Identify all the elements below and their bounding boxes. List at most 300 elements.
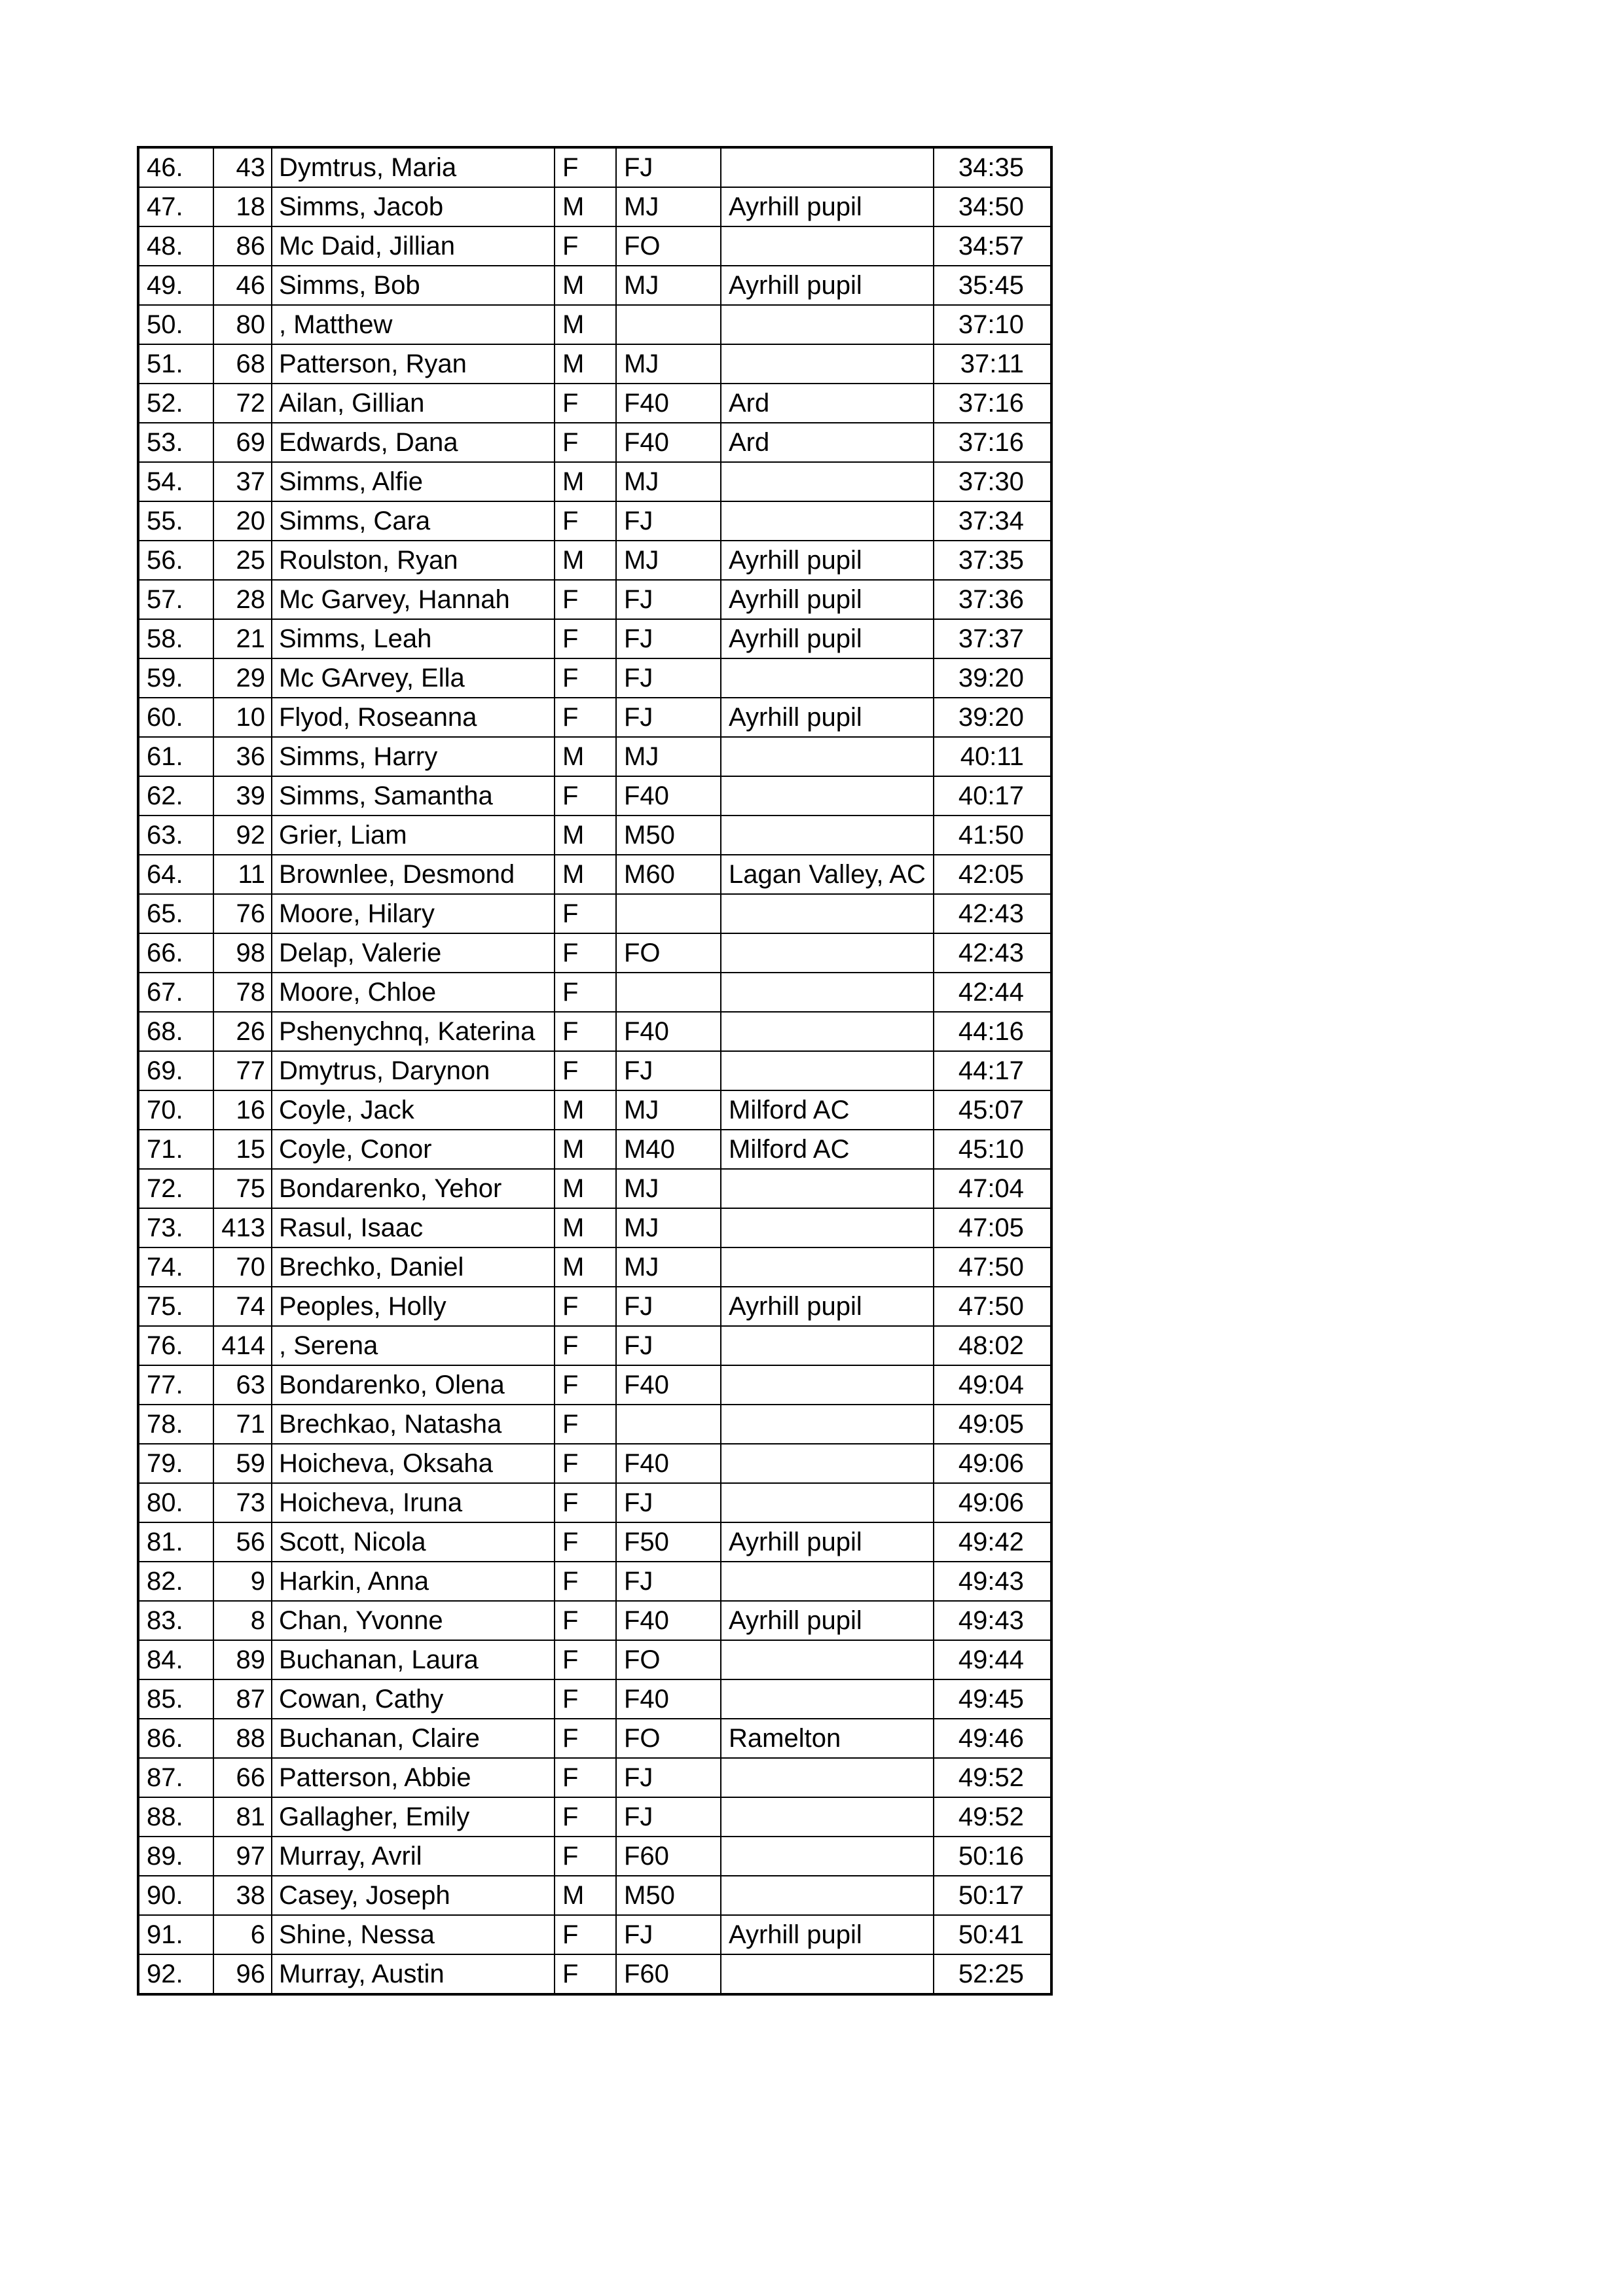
position-cell: 86.: [138, 1719, 213, 1758]
category-cell: FJ: [616, 1483, 721, 1522]
position-cell: 46.: [138, 147, 213, 187]
finish-time-cell: 34:57: [934, 226, 1051, 266]
finish-time-cell: 42:05: [934, 855, 1051, 894]
position-cell: 66.: [138, 933, 213, 973]
table-row: [138, 187, 1051, 226]
table-row: [138, 1051, 1051, 1090]
runner-name-cell: Simms, Leah: [272, 619, 555, 658]
finish-time-cell: 49:04: [934, 1365, 1051, 1405]
bib-number-cell: 59: [213, 1444, 272, 1483]
category-cell: MJ: [616, 1208, 721, 1247]
runner-name-cell: Scott, Nicola: [272, 1522, 555, 1562]
club-cell: [721, 658, 934, 698]
runner-name-cell: Bondarenko, Olena: [272, 1365, 555, 1405]
runner-name-cell: Ailan, Gillian: [272, 384, 555, 423]
club-cell: [721, 1876, 934, 1915]
bib-number-cell: 72: [213, 384, 272, 423]
bib-number-cell: 98: [213, 933, 272, 973]
category-cell: F40: [616, 776, 721, 816]
table-row: [138, 1169, 1051, 1208]
bib-number-cell: 71: [213, 1405, 272, 1444]
table-row: [138, 1562, 1051, 1601]
position-cell: 90.: [138, 1876, 213, 1915]
position-cell: 91.: [138, 1915, 213, 1954]
runner-name-cell: Roulston, Ryan: [272, 541, 555, 580]
category-cell: FJ: [616, 1915, 721, 1954]
runner-name-cell: Pshenychnq, Katerina: [272, 1012, 555, 1051]
finish-time-cell: 40:17: [934, 776, 1051, 816]
bib-number-cell: 56: [213, 1522, 272, 1562]
category-cell: FJ: [616, 1758, 721, 1797]
category-cell: FJ: [616, 619, 721, 658]
position-cell: 82.: [138, 1562, 213, 1601]
category-cell: FO: [616, 933, 721, 973]
finish-time-cell: 42:43: [934, 894, 1051, 933]
bib-number-cell: 96: [213, 1954, 272, 1994]
category-cell: FO: [616, 226, 721, 266]
sex-cell: M: [555, 305, 616, 344]
table-row: [138, 423, 1051, 462]
table-row: [138, 1719, 1051, 1758]
finish-time-cell: 34:35: [934, 147, 1051, 187]
club-cell: Milford AC: [721, 1130, 934, 1169]
table-row: [138, 1837, 1051, 1876]
club-cell: Ard: [721, 384, 934, 423]
table-row: [138, 1326, 1051, 1365]
table-row: [138, 541, 1051, 580]
bib-number-cell: 77: [213, 1051, 272, 1090]
category-cell: F40: [616, 1679, 721, 1719]
position-cell: 54.: [138, 462, 213, 501]
sex-cell: F: [555, 1562, 616, 1601]
club-cell: [721, 1758, 934, 1797]
bib-number-cell: 81: [213, 1797, 272, 1837]
bib-number-cell: 92: [213, 816, 272, 855]
club-cell: [721, 1954, 934, 1994]
position-cell: 73.: [138, 1208, 213, 1247]
club-cell: Ayrhill pupil: [721, 187, 934, 226]
finish-time-cell: 49:46: [934, 1719, 1051, 1758]
bib-number-cell: 26: [213, 1012, 272, 1051]
position-cell: 88.: [138, 1797, 213, 1837]
bib-number-cell: 97: [213, 1837, 272, 1876]
runner-name-cell: Shine, Nessa: [272, 1915, 555, 1954]
position-cell: 47.: [138, 187, 213, 226]
club-cell: Ayrhill pupil: [721, 1522, 934, 1562]
bib-number-cell: 69: [213, 423, 272, 462]
sex-cell: F: [555, 1326, 616, 1365]
table-row: [138, 933, 1051, 973]
runner-name-cell: Chan, Yvonne: [272, 1601, 555, 1640]
table-row: [138, 1444, 1051, 1483]
club-cell: [721, 1169, 934, 1208]
category-cell: F40: [616, 384, 721, 423]
finish-time-cell: 49:44: [934, 1640, 1051, 1679]
finish-time-cell: 37:16: [934, 384, 1051, 423]
club-cell: Lagan Valley, AC: [721, 855, 934, 894]
club-cell: [721, 344, 934, 384]
position-cell: 76.: [138, 1326, 213, 1365]
position-cell: 53.: [138, 423, 213, 462]
category-cell: FJ: [616, 1051, 721, 1090]
table-row: [138, 816, 1051, 855]
club-cell: [721, 816, 934, 855]
category-cell: F50: [616, 1522, 721, 1562]
runner-name-cell: , Matthew: [272, 305, 555, 344]
category-cell: M50: [616, 816, 721, 855]
finish-time-cell: 49:52: [934, 1758, 1051, 1797]
category-cell: F40: [616, 1601, 721, 1640]
finish-time-cell: 47:04: [934, 1169, 1051, 1208]
table-row: [138, 147, 1051, 187]
category-cell: MJ: [616, 1169, 721, 1208]
bib-number-cell: 74: [213, 1287, 272, 1326]
finish-time-cell: 39:20: [934, 658, 1051, 698]
position-cell: 67.: [138, 973, 213, 1012]
club-cell: [721, 147, 934, 187]
table-row: [138, 698, 1051, 737]
club-cell: [721, 1640, 934, 1679]
category-cell: FO: [616, 1640, 721, 1679]
category-cell: F60: [616, 1837, 721, 1876]
category-cell: FJ: [616, 1797, 721, 1837]
finish-time-cell: 50:17: [934, 1876, 1051, 1915]
bib-number-cell: 68: [213, 344, 272, 384]
sex-cell: M: [555, 855, 616, 894]
position-cell: 55.: [138, 501, 213, 541]
position-cell: 74.: [138, 1247, 213, 1287]
sex-cell: F: [555, 1483, 616, 1522]
position-cell: 68.: [138, 1012, 213, 1051]
finish-time-cell: 37:11: [934, 344, 1051, 384]
table-row: [138, 1876, 1051, 1915]
sex-cell: F: [555, 973, 616, 1012]
runner-name-cell: Hoicheva, Iruna: [272, 1483, 555, 1522]
runner-name-cell: Simms, Cara: [272, 501, 555, 541]
bib-number-cell: 25: [213, 541, 272, 580]
position-cell: 70.: [138, 1090, 213, 1130]
table-row: [138, 1679, 1051, 1719]
sex-cell: M: [555, 816, 616, 855]
table-row: [138, 1247, 1051, 1287]
runner-name-cell: Mc GArvey, Ella: [272, 658, 555, 698]
bib-number-cell: 75: [213, 1169, 272, 1208]
table-row: [138, 737, 1051, 776]
finish-time-cell: 34:50: [934, 187, 1051, 226]
table-row: [138, 266, 1051, 305]
bib-number-cell: 63: [213, 1365, 272, 1405]
runner-name-cell: Buchanan, Laura: [272, 1640, 555, 1679]
finish-time-cell: 41:50: [934, 816, 1051, 855]
club-cell: [721, 1051, 934, 1090]
runner-name-cell: Cowan, Cathy: [272, 1679, 555, 1719]
category-cell: F40: [616, 1365, 721, 1405]
bib-number-cell: 70: [213, 1247, 272, 1287]
position-cell: 87.: [138, 1758, 213, 1797]
category-cell: F40: [616, 423, 721, 462]
position-cell: 79.: [138, 1444, 213, 1483]
club-cell: [721, 776, 934, 816]
category-cell: FJ: [616, 1326, 721, 1365]
runner-name-cell: Buchanan, Claire: [272, 1719, 555, 1758]
position-cell: 83.: [138, 1601, 213, 1640]
position-cell: 72.: [138, 1169, 213, 1208]
club-cell: Ayrhill pupil: [721, 619, 934, 658]
position-cell: 63.: [138, 816, 213, 855]
table-row: [138, 226, 1051, 266]
category-cell: F40: [616, 1444, 721, 1483]
finish-time-cell: 35:45: [934, 266, 1051, 305]
club-cell: [721, 1679, 934, 1719]
table-row: [138, 1012, 1051, 1051]
bib-number-cell: 78: [213, 973, 272, 1012]
club-cell: [721, 933, 934, 973]
position-cell: 77.: [138, 1365, 213, 1405]
table-row: [138, 1405, 1051, 1444]
category-cell: MJ: [616, 462, 721, 501]
runner-name-cell: Murray, Austin: [272, 1954, 555, 1994]
runner-name-cell: Simms, Bob: [272, 266, 555, 305]
finish-time-cell: 47:05: [934, 1208, 1051, 1247]
bib-number-cell: 8: [213, 1601, 272, 1640]
club-cell: [721, 1326, 934, 1365]
sex-cell: M: [555, 1208, 616, 1247]
category-cell: FO: [616, 1719, 721, 1758]
bib-number-cell: 73: [213, 1483, 272, 1522]
table-row: [138, 1758, 1051, 1797]
club-cell: [721, 1483, 934, 1522]
position-cell: 69.: [138, 1051, 213, 1090]
sex-cell: F: [555, 501, 616, 541]
table-row: [138, 1208, 1051, 1247]
position-cell: 75.: [138, 1287, 213, 1326]
bib-number-cell: 20: [213, 501, 272, 541]
sex-cell: F: [555, 658, 616, 698]
runner-name-cell: Mc Garvey, Hannah: [272, 580, 555, 619]
club-cell: [721, 1562, 934, 1601]
category-cell: FJ: [616, 580, 721, 619]
club-cell: Milford AC: [721, 1090, 934, 1130]
sex-cell: F: [555, 1640, 616, 1679]
finish-time-cell: 40:11: [934, 737, 1051, 776]
category-cell: MJ: [616, 1090, 721, 1130]
bib-number-cell: 87: [213, 1679, 272, 1719]
category-cell: [616, 1405, 721, 1444]
bib-number-cell: 36: [213, 737, 272, 776]
position-cell: 64.: [138, 855, 213, 894]
table-row: [138, 658, 1051, 698]
sex-cell: F: [555, 1837, 616, 1876]
category-cell: FJ: [616, 501, 721, 541]
finish-time-cell: 47:50: [934, 1287, 1051, 1326]
club-cell: [721, 894, 934, 933]
runner-name-cell: Brechkao, Natasha: [272, 1405, 555, 1444]
finish-time-cell: 45:07: [934, 1090, 1051, 1130]
runner-name-cell: Dmytrus, Darynon: [272, 1051, 555, 1090]
sex-cell: F: [555, 1051, 616, 1090]
finish-time-cell: 44:16: [934, 1012, 1051, 1051]
runner-name-cell: Flyod, Roseanna: [272, 698, 555, 737]
position-cell: 49.: [138, 266, 213, 305]
position-cell: 60.: [138, 698, 213, 737]
club-cell: [721, 1365, 934, 1405]
club-cell: [721, 501, 934, 541]
sex-cell: F: [555, 1405, 616, 1444]
bib-number-cell: 88: [213, 1719, 272, 1758]
runner-name-cell: Coyle, Conor: [272, 1130, 555, 1169]
club-cell: [721, 1208, 934, 1247]
club-cell: Ramelton: [721, 1719, 934, 1758]
sex-cell: F: [555, 776, 616, 816]
position-cell: 78.: [138, 1405, 213, 1444]
sex-cell: F: [555, 384, 616, 423]
finish-time-cell: 47:50: [934, 1247, 1051, 1287]
table-row: [138, 1287, 1051, 1326]
club-cell: [721, 1444, 934, 1483]
runner-name-cell: Coyle, Jack: [272, 1090, 555, 1130]
position-cell: 58.: [138, 619, 213, 658]
club-cell: Ayrhill pupil: [721, 266, 934, 305]
finish-time-cell: 49:43: [934, 1601, 1051, 1640]
sex-cell: F: [555, 1719, 616, 1758]
finish-time-cell: 37:35: [934, 541, 1051, 580]
finish-time-cell: 49:45: [934, 1679, 1051, 1719]
results-body: [138, 147, 1051, 1994]
bib-number-cell: 9: [213, 1562, 272, 1601]
bib-number-cell: 46: [213, 266, 272, 305]
sex-cell: F: [555, 1679, 616, 1719]
position-cell: 56.: [138, 541, 213, 580]
runner-name-cell: Moore, Hilary: [272, 894, 555, 933]
runner-name-cell: Hoicheva, Oksaha: [272, 1444, 555, 1483]
finish-time-cell: 50:41: [934, 1915, 1051, 1954]
club-cell: Ayrhill pupil: [721, 698, 934, 737]
sex-cell: M: [555, 1169, 616, 1208]
finish-time-cell: 48:02: [934, 1326, 1051, 1365]
position-cell: 71.: [138, 1130, 213, 1169]
finish-time-cell: 44:17: [934, 1051, 1051, 1090]
sex-cell: F: [555, 1601, 616, 1640]
club-cell: Ayrhill pupil: [721, 1601, 934, 1640]
position-cell: 92.: [138, 1954, 213, 1994]
runner-name-cell: Brownlee, Desmond: [272, 855, 555, 894]
finish-time-cell: 39:20: [934, 698, 1051, 737]
finish-time-cell: 52:25: [934, 1954, 1051, 1994]
category-cell: F60: [616, 1954, 721, 1994]
bib-number-cell: 414: [213, 1326, 272, 1365]
category-cell: FJ: [616, 698, 721, 737]
position-cell: 50.: [138, 305, 213, 344]
category-cell: MJ: [616, 266, 721, 305]
bib-number-cell: 86: [213, 226, 272, 266]
runner-name-cell: Patterson, Abbie: [272, 1758, 555, 1797]
club-cell: Ayrhill pupil: [721, 1915, 934, 1954]
sex-cell: M: [555, 344, 616, 384]
bib-number-cell: 413: [213, 1208, 272, 1247]
table-row: [138, 1130, 1051, 1169]
position-cell: 84.: [138, 1640, 213, 1679]
sex-cell: F: [555, 147, 616, 187]
bib-number-cell: 16: [213, 1090, 272, 1130]
runner-name-cell: Simms, Alfie: [272, 462, 555, 501]
runner-name-cell: Harkin, Anna: [272, 1562, 555, 1601]
category-cell: MJ: [616, 737, 721, 776]
sex-cell: F: [555, 1954, 616, 1994]
finish-time-cell: 49:06: [934, 1483, 1051, 1522]
position-cell: 80.: [138, 1483, 213, 1522]
runner-name-cell: Simms, Jacob: [272, 187, 555, 226]
sex-cell: M: [555, 1247, 616, 1287]
runner-name-cell: Rasul, Isaac: [272, 1208, 555, 1247]
sex-cell: F: [555, 619, 616, 658]
sex-cell: M: [555, 541, 616, 580]
table-row: [138, 1483, 1051, 1522]
table-row: [138, 1797, 1051, 1837]
table-row: [138, 305, 1051, 344]
bib-number-cell: 39: [213, 776, 272, 816]
club-cell: Ayrhill pupil: [721, 541, 934, 580]
bib-number-cell: 66: [213, 1758, 272, 1797]
position-cell: 51.: [138, 344, 213, 384]
sex-cell: F: [555, 1758, 616, 1797]
sex-cell: F: [555, 1797, 616, 1837]
bib-number-cell: 89: [213, 1640, 272, 1679]
category-cell: [616, 305, 721, 344]
runner-name-cell: Casey, Joseph: [272, 1876, 555, 1915]
club-cell: [721, 1837, 934, 1876]
club-cell: [721, 305, 934, 344]
sex-cell: M: [555, 1876, 616, 1915]
table-row: [138, 894, 1051, 933]
position-cell: 57.: [138, 580, 213, 619]
bib-number-cell: 21: [213, 619, 272, 658]
bib-number-cell: 38: [213, 1876, 272, 1915]
runner-name-cell: Moore, Chloe: [272, 973, 555, 1012]
category-cell: [616, 894, 721, 933]
sex-cell: M: [555, 187, 616, 226]
bib-number-cell: 6: [213, 1915, 272, 1954]
bib-number-cell: 43: [213, 147, 272, 187]
position-cell: 59.: [138, 658, 213, 698]
runner-name-cell: Gallagher, Emily: [272, 1797, 555, 1837]
finish-time-cell: 49:06: [934, 1444, 1051, 1483]
finish-time-cell: 49:42: [934, 1522, 1051, 1562]
position-cell: 65.: [138, 894, 213, 933]
table-row: [138, 619, 1051, 658]
sex-cell: F: [555, 1287, 616, 1326]
finish-time-cell: 45:10: [934, 1130, 1051, 1169]
runner-name-cell: Murray, Avril: [272, 1837, 555, 1876]
sex-cell: F: [555, 580, 616, 619]
bib-number-cell: 28: [213, 580, 272, 619]
sex-cell: F: [555, 894, 616, 933]
runner-name-cell: Patterson, Ryan: [272, 344, 555, 384]
finish-time-cell: 49:52: [934, 1797, 1051, 1837]
table-row: [138, 776, 1051, 816]
finish-time-cell: 50:16: [934, 1837, 1051, 1876]
sex-cell: F: [555, 1365, 616, 1405]
bib-number-cell: 15: [213, 1130, 272, 1169]
table-row: [138, 501, 1051, 541]
bib-number-cell: 29: [213, 658, 272, 698]
sex-cell: M: [555, 1090, 616, 1130]
table-row: [138, 462, 1051, 501]
club-cell: [721, 1012, 934, 1051]
sex-cell: M: [555, 737, 616, 776]
finish-time-cell: 49:05: [934, 1405, 1051, 1444]
sex-cell: F: [555, 1012, 616, 1051]
finish-time-cell: 37:37: [934, 619, 1051, 658]
